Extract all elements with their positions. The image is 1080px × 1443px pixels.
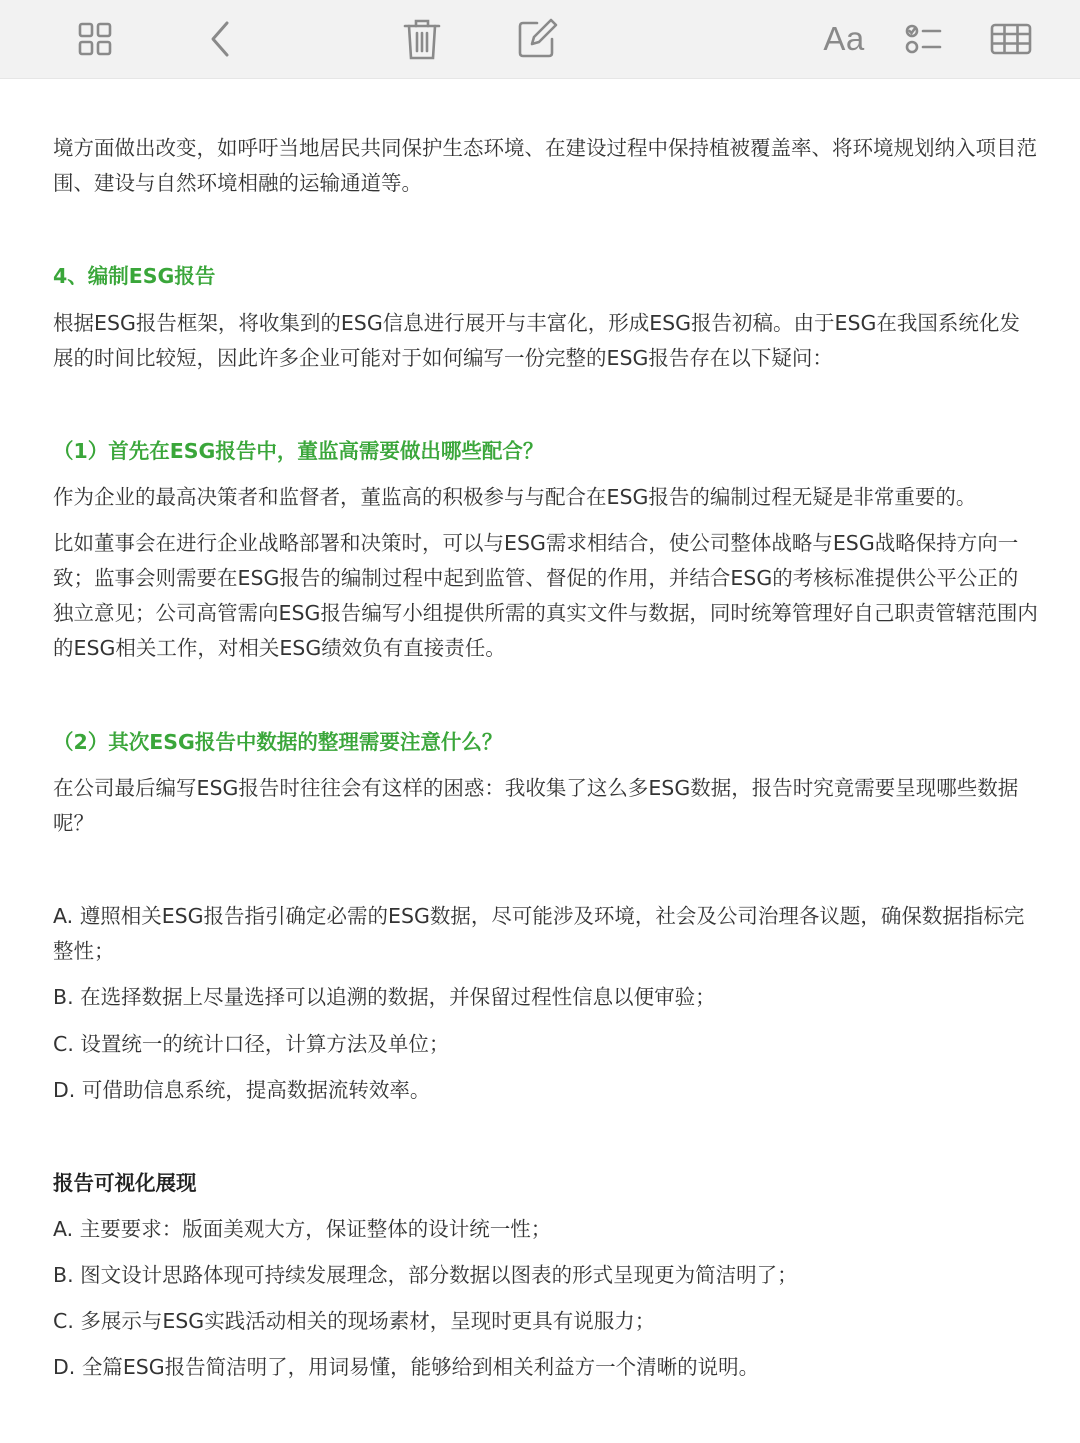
edit-icon [515,17,559,61]
list-item-data-b: B. 在选择数据上尽量选择可以追溯的数据，并保留过程性信息以便审验； [53,985,716,1009]
list-item-visual-a: A. 主要要求：版面美观大方，保证整体的设计统一性； [53,1217,552,1241]
trash-icon [402,17,442,61]
checklist-icon [905,23,943,55]
list-item-visual-d: D. 全篇ESG报告简洁明了，用词易懂，能够给到相关利益方一个清晰的说明。 [53,1355,760,1379]
section-heading-visual: 报告可视化展现 [53,1171,197,1195]
grid-icon [77,21,113,57]
paragraph-env: 境方面做出改变，如呼吁当地居民共同保护生态环境、在建设过程中保持植被覆盖率、将环境规划纳入项目范围、建设与自然环境相融的运输通道等。 [53,136,1037,195]
question-heading-1: （1）首先在ESG报告中，董监高需要做出哪些配合？ [53,439,544,463]
delete-button[interactable] [395,12,449,66]
list-item-visual-c: C. 多展示与ESG实践活动相关的现场素材，呈现时更具有说服力； [53,1309,656,1333]
paragraph-board-detail: 比如董事会在进行企业战略部署和决策时，可以与ESG需求相结合，使公司整体战略与ESG战略保持方向一致；监事会则需要在ESG报告的编制过程中起到监管、督促的作用，并结合ESG的考核标准提供公平公正的独立意见；公司高管需向ESG报告编写小组提供所需的真实文件与数据，同时统筹管理好自己职责管辖范围内的ESG相关工作，对相关ESG绩效负有直接责任。 [53,531,1038,660]
back-icon [205,19,235,59]
paragraph-board: 作为企业的最高决策者和监督者，董监高的积极参与与配合在ESG报告的编制过程无疑是非常重要的。 [53,485,977,509]
paragraph-data-confusion: 在公司最后编写ESG报告时往往会有这样的困惑：我收集了这么多ESG数据，报告时究竟需要呈现哪些数据呢？ [53,776,1019,835]
compose-button[interactable] [510,12,564,66]
paragraph-framework: 根据ESG报告框架，将收集到的ESG信息进行展开与丰富化，形成ESG报告初稿。由于ESG在我国系统化发展的时间比较短，因此许多企业可能对于如何编写一份完整的ESG报告存在以下疑问： [53,311,1020,370]
section-heading-4: 4、编制ESG报告 [53,264,216,288]
note-toolbar [0,0,1080,79]
checklist-button[interactable] [897,12,951,66]
font-size-icon[interactable]: Aa [823,20,865,57]
back-button[interactable] [193,12,247,66]
list-item-visual-b: B. 图文设计思路体现可持续发展理念，部分数据以图表的形式呈现更为简洁明了； [53,1263,798,1287]
table-icon [990,23,1032,55]
list-item-data-c: C. 设置统一的统计口径，计算方法及单位； [53,1032,450,1056]
list-item-data-d: D. 可借助信息系统，提高数据流转效率。 [53,1078,431,1102]
table-button[interactable] [984,12,1038,66]
grid-button[interactable] [68,12,122,66]
list-item-data-a: A. 遵照相关ESG报告指引确定必需的ESG数据，尽可能涉及环境，社会及公司治理各议题，确保数据指标完整性； [53,904,1025,963]
question-heading-2: （2）其次ESG报告中数据的整理需要注意什么？ [53,730,503,754]
